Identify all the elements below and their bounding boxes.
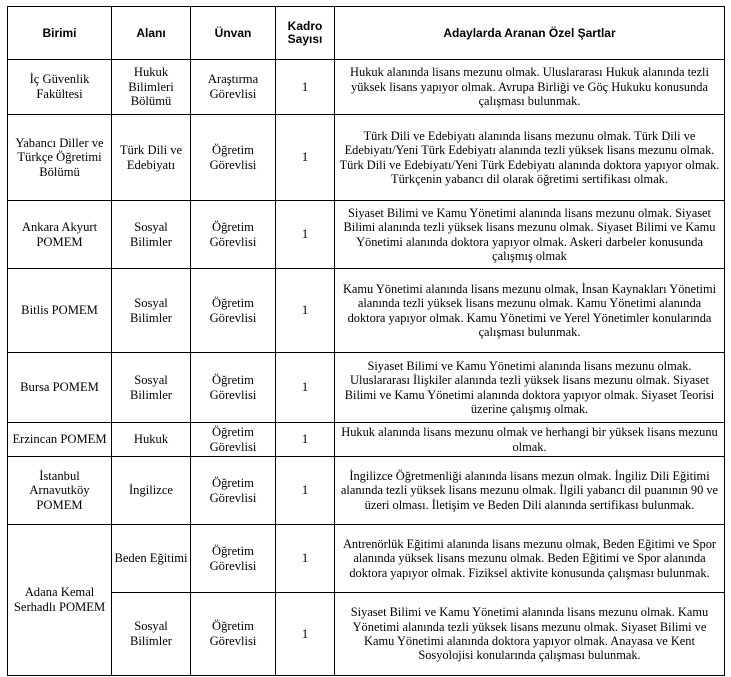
positions-table bbox=[7, 6, 725, 676]
table-row bbox=[8, 201, 725, 269]
cell-field: Hukuk Bilimleri Bölümü bbox=[112, 60, 191, 115]
cell-field: İngilizce bbox=[112, 457, 191, 525]
cell-unit: Bursa POMEM bbox=[8, 353, 112, 423]
cell-quota: 1 bbox=[276, 60, 335, 115]
table-row bbox=[8, 60, 725, 115]
table-row bbox=[8, 457, 725, 525]
cell-requirements: Hukuk alanında lisans mezunu olmak ve herhangi bir yüksek lisans mezunu olmak. bbox=[335, 423, 725, 457]
cell-requirements: Antrenörlük Eğitimi alanında lisans mezunu olmak, Beden Eğitimi ve Spor alanında yüksek lisans mezunu olmak. Beden Eğitimi ve Spor alanında doktora yapıyor olmak. Fiziksel aktivite konusunda çalışması bulunmak. bbox=[335, 525, 725, 593]
cell-requirements: Siyaset Bilimi ve Kamu Yönetimi alanında lisans mezunu olmak. Kamu Yönetimi alanında tezli yüksek lisans mezunu olmak. Siyaset Bilimi ve Kamu Yönetimi alanında doktora yapıyor olmak. Anayasa ve Kent Sosyolojisi konularında çalışması bulunmak. bbox=[335, 593, 725, 676]
table-row bbox=[8, 525, 725, 593]
table-row bbox=[8, 353, 725, 423]
cell-unit: Yabancı Diller ve Türkçe Öğretimi Bölümü bbox=[8, 115, 112, 201]
header-quota-line2: Sayısı bbox=[287, 32, 323, 46]
cell-title: Öğretim Görevlisi bbox=[191, 525, 276, 593]
cell-unit: Ankara Akyurt POMEM bbox=[8, 201, 112, 269]
cell-title: Öğretim Görevlisi bbox=[191, 353, 276, 423]
cell-title: Öğretim Görevlisi bbox=[191, 457, 276, 525]
header-quota bbox=[276, 7, 335, 60]
header-row bbox=[8, 7, 725, 60]
header-unit: Birimi bbox=[8, 7, 112, 60]
cell-quota: 1 bbox=[276, 201, 335, 269]
cell-requirements: Siyaset Bilimi ve Kamu Yönetimi alanında lisans mezunu olmak. Siyaset Bilimi alanında tezli yüksek lisans mezunu olmak. Siyaset Bilimi ve Kamu Yönetimi alanında doktora yapıyor olmak. Askeri darbeler konusunda çalışmış olmak bbox=[335, 201, 725, 269]
cell-quota: 1 bbox=[276, 353, 335, 423]
cell-requirements: Hukuk alanında lisans mezunu olmak. Uluslararası Hukuk alanında tezli yüksek lisans yapıyor olmak. Avrupa Birliği ve Göç Hukuku konusunda çalışması bulunmak. bbox=[335, 60, 725, 115]
cell-quota: 1 bbox=[276, 593, 335, 676]
cell-requirements: Kamu Yönetimi alanında lisans mezunu olmak, İnsan Kaynakları Yönetimi alanında tezli yüksek lisans mezunu olmak. Kamu Yönetimi alanında doktora yapıyor olmak. Kamu Yönetimi ve Yerel Yönetimler konularında çalışması bulunmak. bbox=[335, 269, 725, 353]
cell-field: Hukuk bbox=[112, 423, 191, 457]
cell-title: Öğretim Görevlisi bbox=[191, 423, 276, 457]
header-title: Ünvan bbox=[191, 7, 276, 60]
cell-quota: 1 bbox=[276, 457, 335, 525]
header-quota-line1: Kadro bbox=[287, 19, 323, 33]
cell-field: Sosyal Bilimler bbox=[112, 201, 191, 269]
header-field: Alanı bbox=[112, 7, 191, 60]
cell-title: Öğretim Görevlisi bbox=[191, 201, 276, 269]
table-row bbox=[8, 423, 725, 457]
cell-unit: İç Güvenlik Fakültesi bbox=[8, 60, 112, 115]
cell-quota: 1 bbox=[276, 423, 335, 457]
cell-field: Sosyal Bilimler bbox=[112, 593, 191, 676]
cell-title: Öğretim Görevlisi bbox=[191, 593, 276, 676]
cell-quota: 1 bbox=[276, 115, 335, 201]
table-row bbox=[8, 593, 725, 676]
header-requirements: Adaylarda Aranan Özel Şartlar bbox=[335, 7, 725, 60]
cell-title: Öğretim Görevlisi bbox=[191, 115, 276, 201]
cell-requirements: İngilizce Öğretmenliği alanında lisans mezun olmak. İngiliz Dili Eğitimi alanında tezli yüksek lisans mezunu olmak. İlgili yabancı dil puanının 90 ve üzeri olması. İletişim ve Beden Dili alanında sertifikası bulunmak. bbox=[335, 457, 725, 525]
cell-unit: Adana Kemal Serhadlı POMEM bbox=[8, 525, 112, 676]
table-row bbox=[8, 269, 725, 353]
cell-quota: 1 bbox=[276, 525, 335, 593]
cell-requirements: Türk Dili ve Edebiyatı alanında lisans mezunu olmak. Türk Dili ve Edebiyatı/Yeni Türk Edebiyatı alanında tezli yüksek lisans mezunu olmak. Türk Dili ve Edebiyatı/Yeni Türk Edebiyatı alanında doktora yapıyor olmak. Türkçenin yabancı dil olarak öğretimi sertifikası olmak. bbox=[335, 115, 725, 201]
cell-unit: Erzincan POMEM bbox=[8, 423, 112, 457]
cell-field: Türk Dili ve Edebiyatı bbox=[112, 115, 191, 201]
cell-unit: Bitlis POMEM bbox=[8, 269, 112, 353]
cell-unit: İstanbul Arnavutköy POMEM bbox=[8, 457, 112, 525]
table-row bbox=[8, 115, 725, 201]
cell-requirements: Siyaset Bilimi ve Kamu Yönetimi alanında lisans mezunu olmak. Uluslararası İlişkiler alanında tezli yüksek lisans mezunu olmak. Siyaset Bilimi ve Kamu Yönetimi alanında doktora yapıyor olmak. Siyaset Teorisi üzerine çalışmış olmak. bbox=[335, 353, 725, 423]
cell-title: Öğretim Görevlisi bbox=[191, 269, 276, 353]
cell-title: Araştırma Görevlisi bbox=[191, 60, 276, 115]
cell-field: Sosyal Bilimler bbox=[112, 269, 191, 353]
cell-quota: 1 bbox=[276, 269, 335, 353]
cell-field: Sosyal Bilimler bbox=[112, 353, 191, 423]
cell-field: Beden Eğitimi bbox=[112, 525, 191, 593]
